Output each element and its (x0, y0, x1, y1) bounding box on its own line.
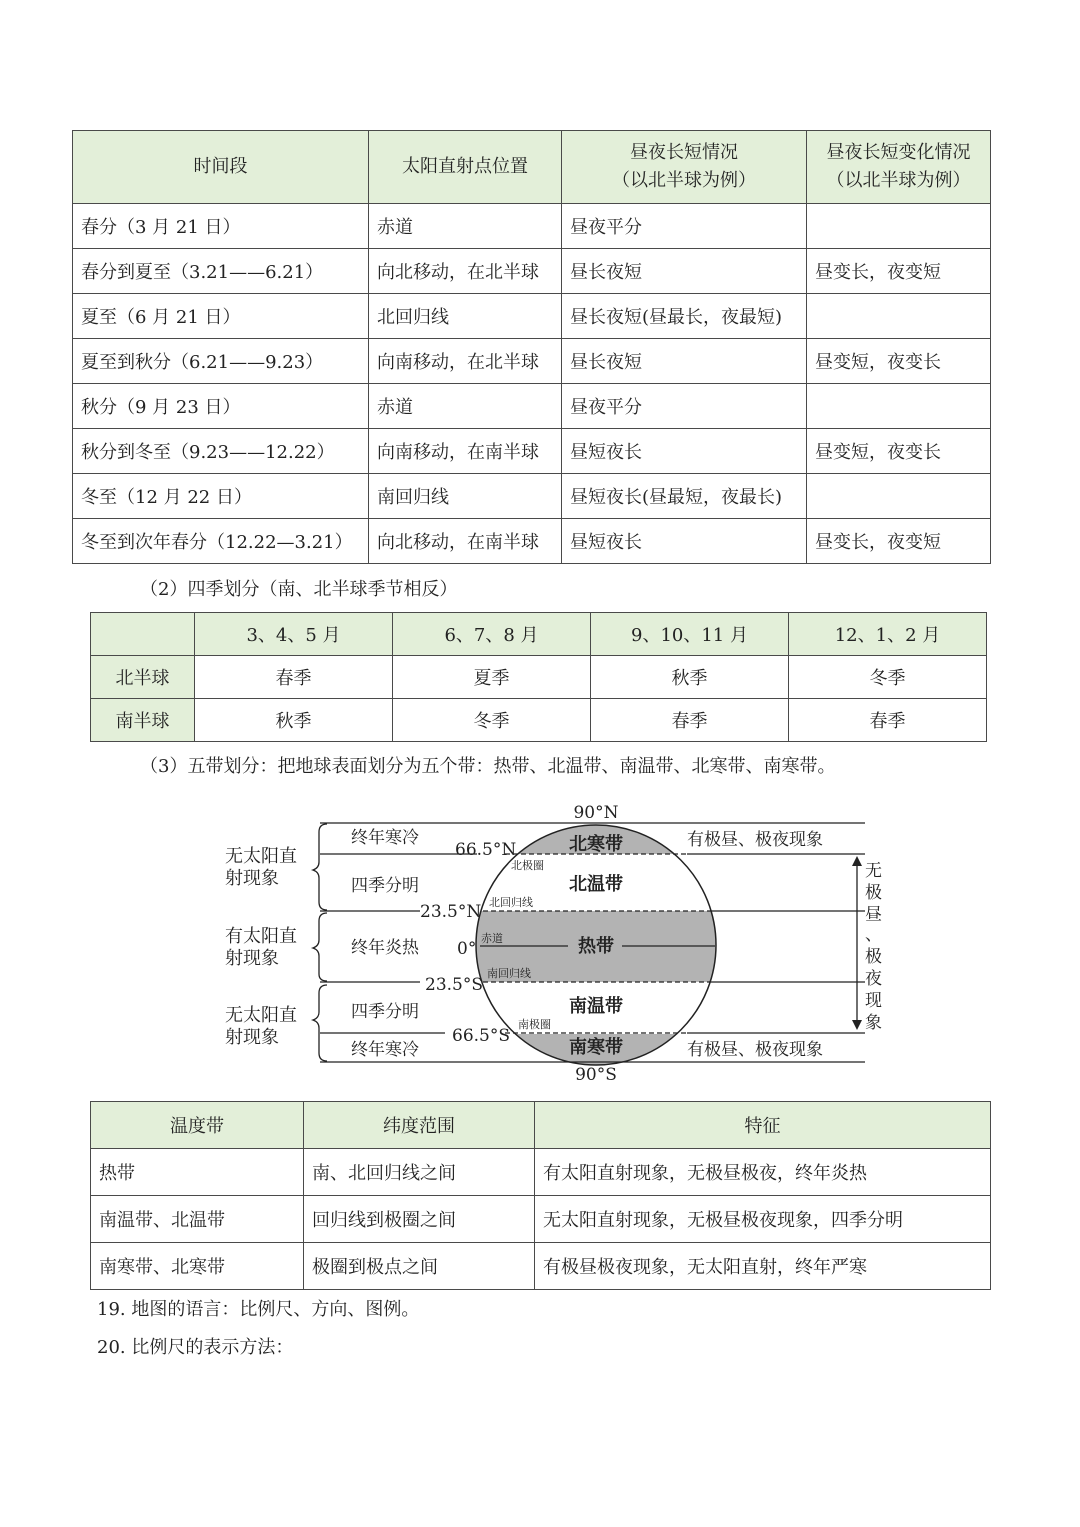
zone-north-temperate-label: 北温带 (569, 874, 623, 895)
header-feature: 特征 (535, 1102, 991, 1149)
table-row: 北半球 春季 夏季 秋季 冬季 (91, 656, 987, 699)
table-row: 夏至（6 月 21 日） 北回归线 昼长夜短(昼最长，夜最短) (73, 294, 991, 339)
desc-hot: 终年炎热 (351, 938, 419, 958)
header-cell: 9、10、11 月 (591, 613, 789, 656)
seasons-table (90, 612, 987, 742)
tropic-cancer-label: 北回归线 (489, 896, 533, 909)
header-cell: 6、7、8 月 (393, 613, 591, 656)
table-row: 冬至（12 月 22 日） 南回归线 昼短夜长(昼最短，夜最长) (73, 474, 991, 519)
header-latitude: 纬度范围 (304, 1102, 535, 1149)
header-period: 时间段 (73, 131, 369, 204)
zone-north-frigid-label: 北寒带 (569, 834, 623, 855)
section-3-title: （3）五带划分：把地球表面划分为五个带：热带、北温带、南温带、北寒带、南寒带。 (140, 756, 836, 777)
arctic-circle-label: 北极圈 (511, 859, 544, 872)
equator-label: 赤道 (481, 932, 503, 945)
row-label: 南半球 (91, 699, 195, 742)
label-90n: 90°N (573, 803, 619, 823)
table-row: 南半球 秋季 冬季 春季 春季 (91, 699, 987, 742)
svg-text:夜: 夜 (865, 969, 882, 989)
table-row: 秋分到冬至（9.23——12.22） 向南移动，在南半球 昼短夜长 昼变短，夜变长 (73, 429, 991, 474)
svg-text:、: 、 (865, 925, 882, 945)
row-label: 北半球 (91, 656, 195, 699)
header-zone: 温度带 (91, 1102, 304, 1149)
svg-text:极: 极 (865, 883, 882, 903)
table-row: 夏至到秋分（6.21——9.23） 向南移动，在北半球 昼长夜短 昼变短，夜变长 (73, 339, 991, 384)
table-row: 冬至到次年春分（12.22—3.21） 向北移动，在南半球 昼短夜长 昼变长，夜变短 (73, 519, 991, 564)
svg-text:现: 现 (865, 991, 882, 1011)
table-row: 热带 南、北回归线之间 有太阳直射现象，无极昼极夜，终年炎热 (91, 1149, 991, 1196)
desc-seasons-north: 四季分明 (351, 876, 419, 896)
group-direct: 有太阳直 (225, 926, 297, 947)
no-polar-vertical-text: 无 (865, 861, 882, 881)
table-row: 秋分（9 月 23 日） 赤道 昼夜平分 (73, 384, 991, 429)
table-row: 春分到夏至（3.21——6.21） 向北移动，在北半球 昼长夜短 昼变长，夜变短 (73, 249, 991, 294)
antarctic-circle-label: 南极圈 (518, 1018, 551, 1031)
zone-south-frigid-label: 南寒带 (569, 1037, 623, 1058)
five-zones-diagram (215, 800, 895, 1095)
header-daylength: 昼夜长短情况 （以北半球为例） (562, 131, 807, 204)
header-cell: 12、1、2 月 (789, 613, 987, 656)
svg-text:象: 象 (865, 1013, 882, 1033)
desc-frigid-south: 终年寒冷 (351, 1040, 419, 1060)
svg-text:极: 极 (865, 947, 882, 967)
temperature-zone-table (90, 1101, 991, 1290)
table-header-row (91, 613, 987, 656)
label-665s: 66.5°S (452, 1026, 510, 1046)
svg-text:射现象: 射现象 (225, 868, 279, 889)
header-cell (91, 613, 195, 656)
svg-text:射现象: 射现象 (225, 1027, 279, 1048)
brace-tropical (313, 913, 327, 981)
brace-north (313, 824, 327, 910)
group-no-direct-south: 无太阳直 (225, 1005, 297, 1026)
desc-frigid-north: 终年寒冷 (351, 828, 419, 848)
table-row: 南寒带、北寒带 极圈到极点之间 有极昼极夜现象，无太阳直射，终年严寒 (91, 1243, 991, 1290)
label-665n: 66.5°N (455, 840, 517, 860)
polar-phenomenon-south: 有极昼、极夜现象 (687, 1040, 823, 1060)
item-19: 19. 地图的语言：比例尺、方向、图例。 (97, 1299, 420, 1320)
group-no-direct-north: 无太阳直 (225, 846, 297, 867)
brace-south (313, 985, 327, 1061)
table-row: 南温带、北温带 回归线到极圈之间 无太阳直射现象，无极昼极夜现象，四季分明 (91, 1196, 991, 1243)
header-daylength-change: 昼夜长短变化情况 （以北半球为例） (807, 131, 991, 204)
label-90s: 90°S (575, 1065, 617, 1085)
header-position: 太阳直射点位置 (369, 131, 562, 204)
table-header-row (73, 131, 991, 204)
item-20: 20. 比例尺的表示方法： (97, 1337, 294, 1358)
svg-text:昼: 昼 (865, 905, 882, 925)
section-2-title: （2）四季划分（南、北半球季节相反） (140, 579, 458, 600)
header-cell: 3、4、5 月 (195, 613, 393, 656)
zone-tropical-label: 热带 (578, 936, 614, 957)
table-header-row (91, 1102, 991, 1149)
polar-phenomenon-north: 有极昼、极夜现象 (687, 830, 823, 850)
desc-seasons-south: 四季分明 (351, 1002, 419, 1022)
table-row: 春分（3 月 21 日） 赤道 昼夜平分 (73, 204, 991, 249)
zone-south-temperate-label: 南温带 (569, 996, 623, 1017)
svg-text:射现象: 射现象 (225, 948, 279, 969)
label-235n: 23.5°N (420, 902, 482, 922)
solar-point-table (72, 130, 991, 564)
label-235s: 23.5°S (425, 975, 483, 995)
tropic-capricorn-label: 南回归线 (487, 967, 531, 980)
label-equator-degree: 0° (457, 939, 477, 959)
